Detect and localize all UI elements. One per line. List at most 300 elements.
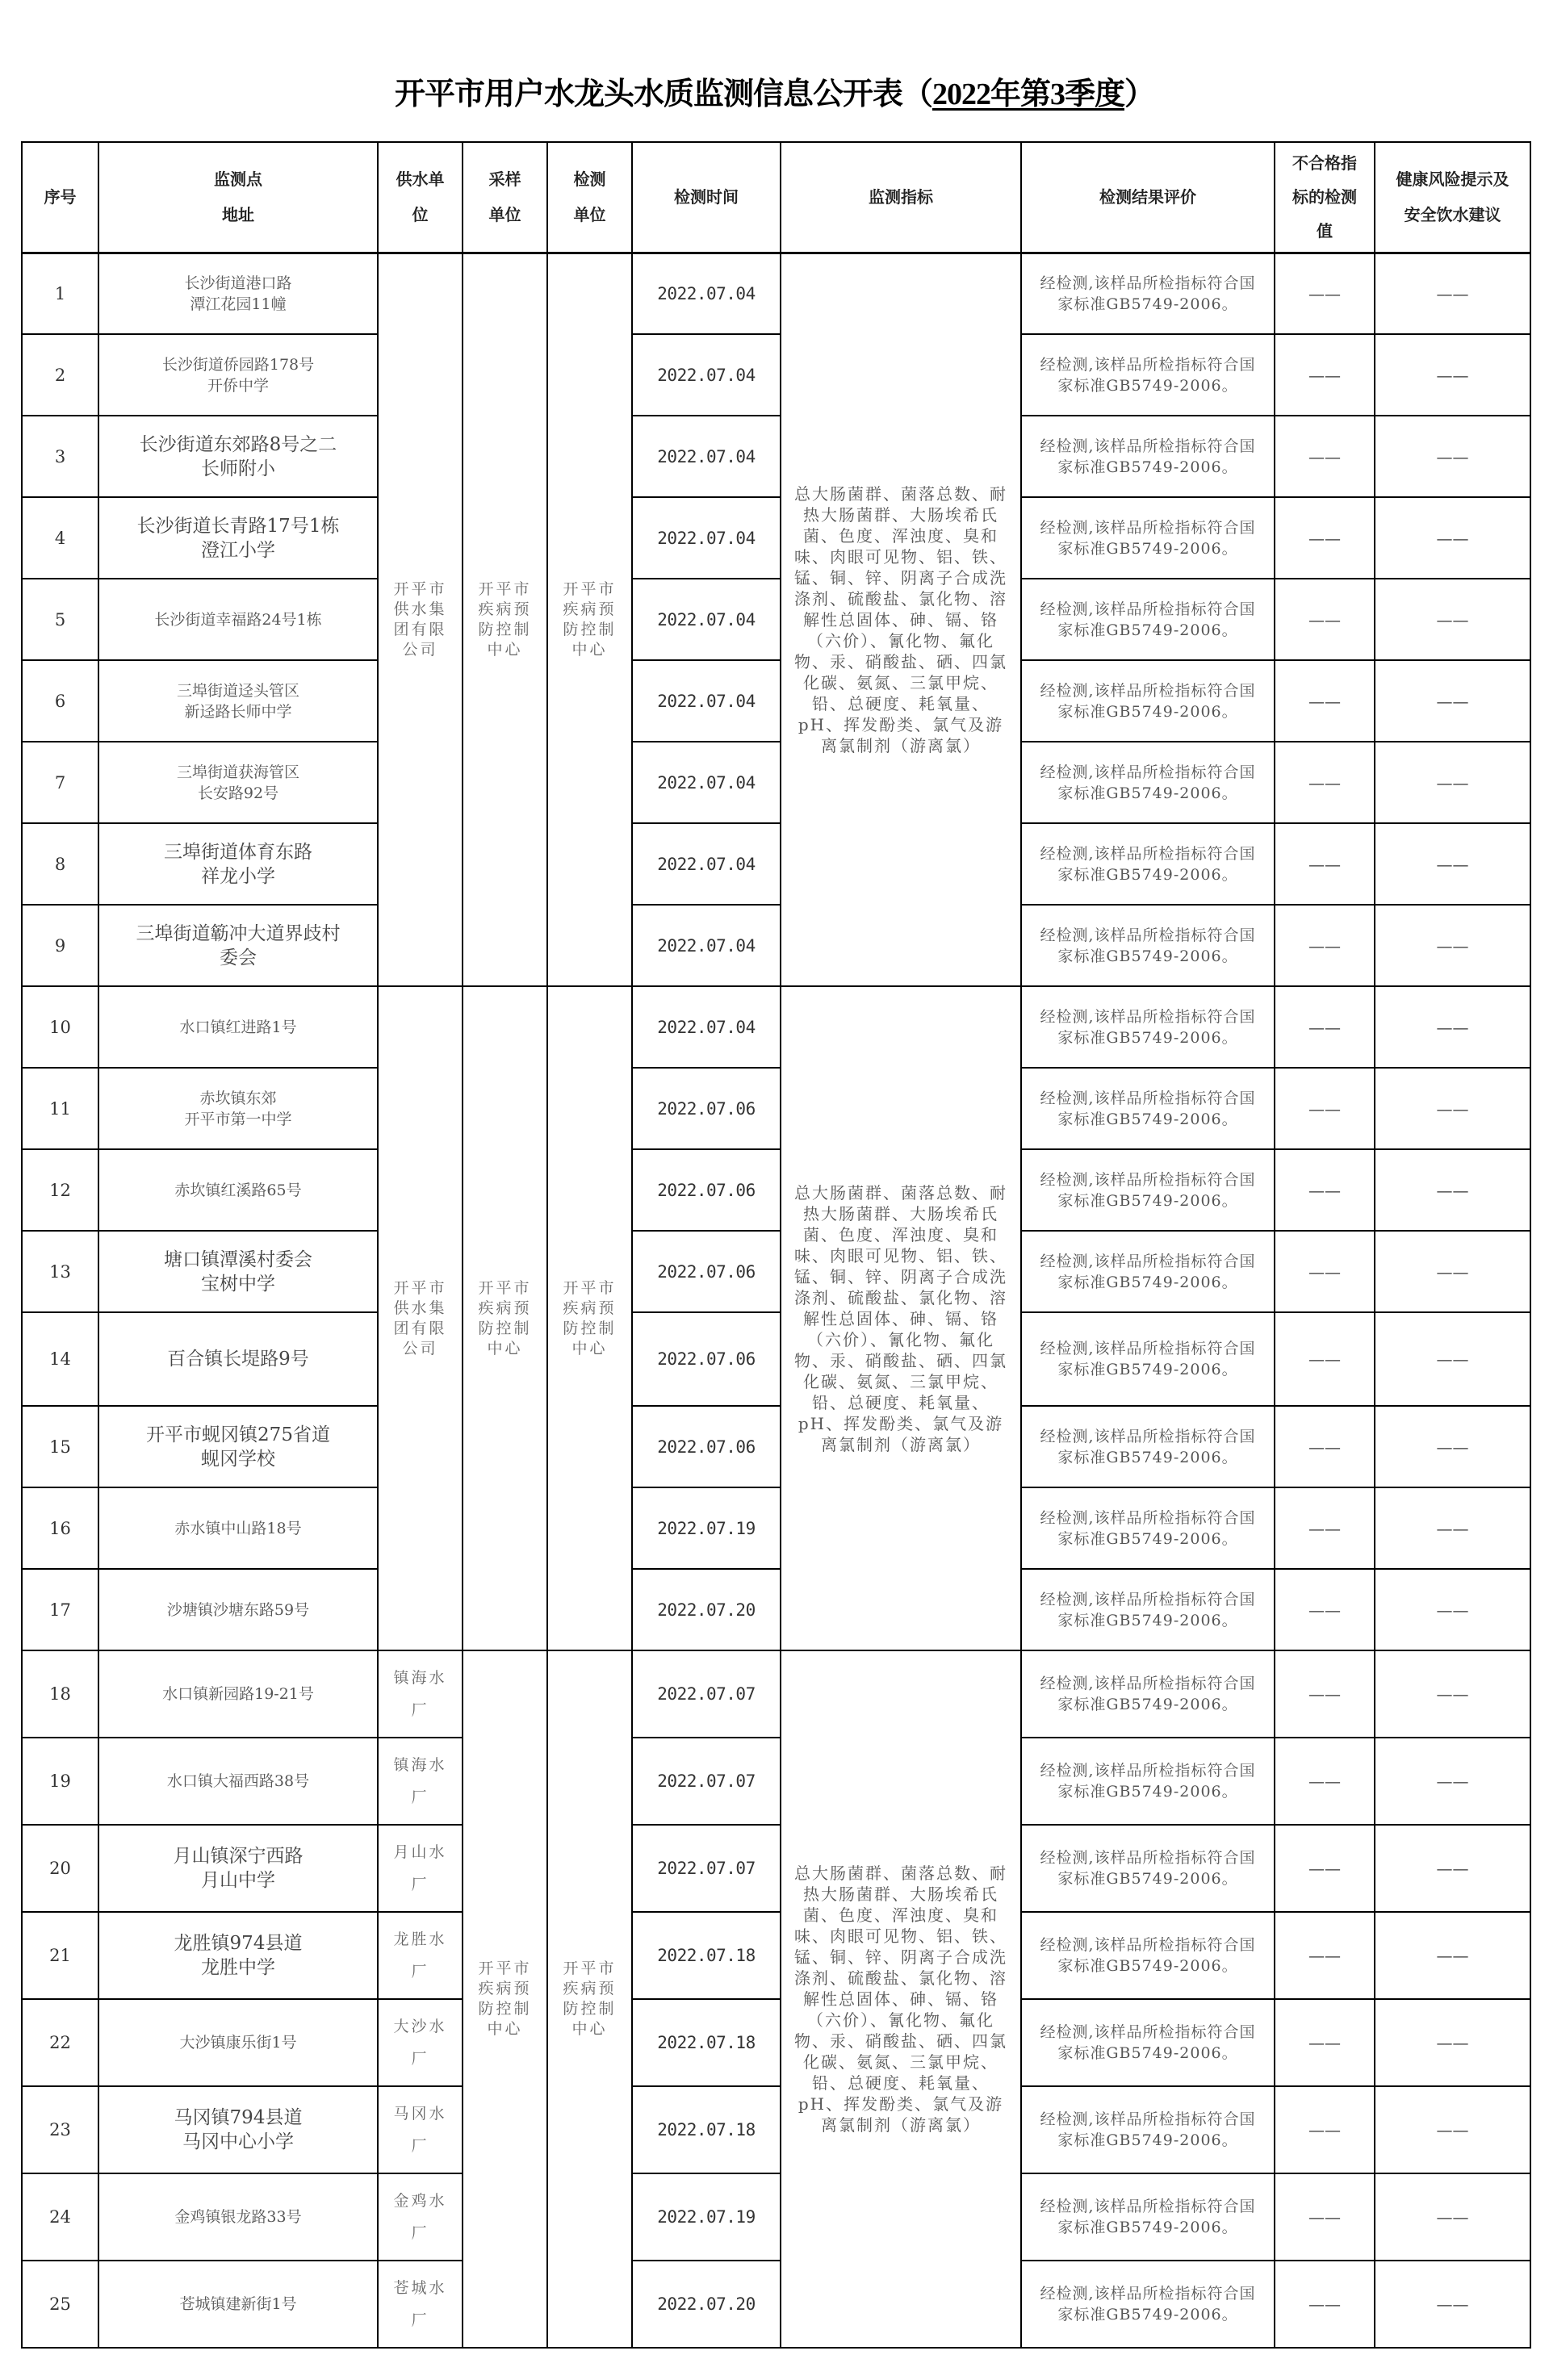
row-address <box>98 2086 378 2173</box>
seq-value: 24 <box>49 2207 71 2227</box>
row-test-date <box>632 742 781 823</box>
row-test-date <box>632 823 781 905</box>
address-line-2: 澄江小学 <box>201 539 275 561</box>
table-row <box>22 2261 1530 2348</box>
address-line-2: 开平市第一中学 <box>184 1110 292 1128</box>
row-supply-plant <box>378 1999 463 2086</box>
date-value: 2022.07.06 <box>657 1261 756 1282</box>
address-line-2: 月山中学 <box>201 1870 275 1891</box>
evaluation-text: 经检测,该样品所检指标符合国家标准GB5749-2006。 <box>1040 763 1256 802</box>
row-health-advice <box>1375 1149 1530 1231</box>
address-line-1: 赤水镇中山路18号 <box>174 1519 302 1537</box>
plant-line-2: 厂 <box>411 1788 429 1806</box>
seq-value: 10 <box>49 1017 71 1037</box>
row-test-date <box>632 1487 781 1569</box>
title-period: 2022年第3季度 <box>931 77 1124 111</box>
row-supply-plant <box>378 2261 463 2348</box>
row-test-date <box>632 497 781 579</box>
plant-line-2: 厂 <box>411 2050 429 2068</box>
date-value: 2022.07.18 <box>657 2033 756 2052</box>
row-test-date <box>632 2173 781 2261</box>
address-line-1: 长沙街道幸福路24号1栋 <box>154 610 322 629</box>
row-health-advice <box>1375 1569 1530 1650</box>
row-unqualified-value <box>1275 986 1375 1068</box>
table-row <box>22 1487 1530 1569</box>
address-line-1: 苍城镇建新街1号 <box>179 2295 297 2313</box>
row-address <box>98 2261 378 2348</box>
row-seq <box>22 1999 98 2086</box>
row-health-advice <box>1375 1738 1530 1825</box>
page-title <box>0 74 1549 115</box>
table-row <box>22 1312 1530 1406</box>
row-seq <box>22 497 98 579</box>
row-health-advice <box>1375 2261 1530 2348</box>
row-evaluation <box>1021 1825 1275 1912</box>
row-unqualified-value <box>1275 1312 1375 1406</box>
row-health-advice <box>1375 742 1530 823</box>
date-value: 2022.07.04 <box>657 772 756 793</box>
evaluation-text: 经检测,该样品所检指标符合国家标准GB5749-2006。 <box>1040 844 1256 884</box>
seq-value: 21 <box>49 1946 71 1965</box>
dash-value: —— <box>1436 854 1469 874</box>
row-address <box>98 986 378 1068</box>
group-testing-unit <box>547 253 632 986</box>
dash-value: —— <box>1308 1017 1341 1037</box>
evaluation-text: 经检测,该样品所检指标符合国家标准GB5749-2006。 <box>1040 1089 1256 1128</box>
plant-line-2: 厂 <box>411 1701 429 1719</box>
row-unqualified-value <box>1275 2173 1375 2261</box>
row-evaluation <box>1021 497 1275 579</box>
row-seq <box>22 660 98 742</box>
plant-line-1: 镇海水 <box>393 1669 447 1687</box>
date-value: 2022.07.04 <box>657 365 756 385</box>
testing-unit-text: 开平市疾病预防控制中心 <box>563 1278 617 1357</box>
row-seq <box>22 823 98 905</box>
title-suffix: ） <box>1124 77 1155 111</box>
table-row <box>22 1231 1530 1312</box>
row-evaluation <box>1021 1999 1275 2086</box>
testing-unit-text: 开平市疾病预防控制中心 <box>563 1960 617 2038</box>
row-seq <box>22 1487 98 1569</box>
seq-value: 9 <box>54 935 66 956</box>
plant-line-1: 苍城水 <box>393 2279 447 2297</box>
table-row <box>22 1912 1530 1999</box>
dash-value: —— <box>1308 528 1341 548</box>
date-value: 2022.07.04 <box>657 935 756 956</box>
row-unqualified-value <box>1275 579 1375 660</box>
row-health-advice <box>1375 1312 1530 1406</box>
row-test-date <box>632 1231 781 1312</box>
row-seq <box>22 2173 98 2261</box>
address-line-2: 祥龙小学 <box>201 865 275 887</box>
address-line-2: 开侨中学 <box>207 376 269 395</box>
date-value: 2022.07.06 <box>657 1437 756 1457</box>
row-health-advice <box>1375 1068 1530 1149</box>
table-row <box>22 1738 1530 1825</box>
dash-value: —— <box>1436 1180 1469 1200</box>
dash-value: —— <box>1308 1859 1341 1878</box>
row-address <box>98 1231 378 1312</box>
row-address <box>98 1825 378 1912</box>
row-health-advice <box>1375 579 1530 660</box>
table-row <box>22 986 1530 1068</box>
date-value: 2022.07.04 <box>657 283 756 303</box>
table-body <box>22 253 1530 2348</box>
address-line-2: 长安路92号 <box>197 784 279 802</box>
row-health-advice <box>1375 986 1530 1068</box>
address-line-1: 三埠街道获海管区 <box>176 763 299 781</box>
row-health-advice <box>1375 416 1530 497</box>
group-sampling-unit <box>463 986 547 1650</box>
row-evaluation <box>1021 1569 1275 1650</box>
row-address <box>98 1569 378 1650</box>
row-seq <box>22 1149 98 1231</box>
row-evaluation <box>1021 1231 1275 1312</box>
table-row <box>22 2086 1530 2173</box>
row-health-advice <box>1375 1650 1530 1738</box>
sampling-unit-text: 开平市疾病预防控制中心 <box>478 579 532 659</box>
row-evaluation <box>1021 416 1275 497</box>
row-supply-plant <box>378 2086 463 2173</box>
evaluation-text: 经检测,该样品所检指标符合国家标准GB5749-2006。 <box>1040 681 1256 721</box>
row-seq <box>22 579 98 660</box>
address-line-1: 长沙街道侨园路178号 <box>161 355 315 374</box>
table-row <box>22 1999 1530 2086</box>
plant-line-2: 厂 <box>411 2224 429 2242</box>
plant-line-2: 厂 <box>411 1876 429 1893</box>
row-address <box>98 497 378 579</box>
sampling-unit-text: 开平市疾病预防控制中心 <box>478 1960 532 2038</box>
row-seq <box>22 1825 98 1912</box>
row-seq <box>22 1569 98 1650</box>
dash-value: —— <box>1308 691 1341 711</box>
row-health-advice <box>1375 334 1530 416</box>
address-line-1: 三埠街道迳头管区 <box>176 681 299 700</box>
plant-line-1: 大沙水 <box>393 2018 447 2035</box>
dash-value: —— <box>1308 2033 1341 2052</box>
row-seq <box>22 2086 98 2173</box>
header-site: 监测点 地址 <box>98 142 378 253</box>
plant-line-1: 马冈水 <box>393 2105 447 2123</box>
row-address <box>98 905 378 986</box>
address-line-2: 潭江花园11幢 <box>190 295 287 313</box>
date-value: 2022.07.04 <box>657 1017 756 1037</box>
dash-value: —— <box>1308 1349 1341 1369</box>
header-unqualified-values: 不合格指 标的检测 值 <box>1275 142 1375 253</box>
address-line-1: 龙胜镇974县道 <box>174 1933 303 1954</box>
row-test-date <box>632 1406 781 1487</box>
row-unqualified-value <box>1275 1912 1375 1999</box>
row-evaluation <box>1021 2173 1275 2261</box>
group-sampling-unit <box>463 253 547 986</box>
row-seq <box>22 416 98 497</box>
supply-unit-text: 开平市供水集团有限公司 <box>393 1278 447 1357</box>
dash-value: —— <box>1308 1518 1341 1538</box>
date-value: 2022.07.06 <box>657 1349 756 1369</box>
row-evaluation <box>1021 2086 1275 2173</box>
row-health-advice <box>1375 1825 1530 1912</box>
address-line-2: 委会 <box>220 947 257 968</box>
date-value: 2022.07.04 <box>657 691 756 711</box>
row-unqualified-value <box>1275 334 1375 416</box>
row-unqualified-value <box>1275 1569 1375 1650</box>
date-value: 2022.07.18 <box>657 1946 756 1965</box>
row-address <box>98 1738 378 1825</box>
dash-value: —— <box>1308 2120 1341 2139</box>
dash-value: —— <box>1436 2207 1469 2227</box>
group-indicators <box>781 986 1021 1650</box>
row-unqualified-value <box>1275 660 1375 742</box>
table-row <box>22 334 1530 416</box>
row-unqualified-value <box>1275 253 1375 334</box>
seq-value: 14 <box>49 1349 71 1369</box>
seq-value: 2 <box>54 365 66 385</box>
dash-value: —— <box>1308 935 1341 956</box>
dash-value: —— <box>1308 1771 1341 1791</box>
table-row <box>22 905 1530 986</box>
dash-value: —— <box>1436 1437 1469 1457</box>
evaluation-text: 经检测,该样品所检指标符合国家标准GB5749-2006。 <box>1040 600 1256 639</box>
group-sampling-unit <box>463 1650 547 2348</box>
row-seq <box>22 334 98 416</box>
dash-value: —— <box>1436 1600 1469 1620</box>
row-health-advice <box>1375 1231 1530 1312</box>
evaluation-text: 经检测,该样品所检指标符合国家标准GB5749-2006。 <box>1040 518 1256 558</box>
dash-value: —— <box>1436 1017 1469 1037</box>
row-evaluation <box>1021 986 1275 1068</box>
table-row <box>22 253 1530 334</box>
dash-value: —— <box>1308 365 1341 385</box>
address-line-1: 塘口镇潭溪村委会 <box>164 1249 312 1270</box>
evaluation-text: 经检测,该样品所检指标符合国家标准GB5749-2006。 <box>1040 1340 1256 1378</box>
date-value: 2022.07.19 <box>657 2207 756 2227</box>
dash-value: —— <box>1436 935 1469 956</box>
row-address <box>98 1149 378 1231</box>
row-evaluation <box>1021 253 1275 334</box>
date-value: 2022.07.20 <box>657 2294 756 2314</box>
evaluation-text: 经检测,该样品所检指标符合国家标准GB5749-2006。 <box>1040 274 1256 313</box>
row-evaluation <box>1021 1406 1275 1487</box>
date-value: 2022.07.04 <box>657 854 756 874</box>
date-value: 2022.07.04 <box>657 528 756 548</box>
table-row <box>22 1569 1530 1650</box>
row-evaluation <box>1021 1068 1275 1149</box>
row-health-advice <box>1375 660 1530 742</box>
row-test-date <box>632 905 781 986</box>
title-prefix: 开平市用户水龙头水质监测信息公开表（ <box>394 77 932 111</box>
seq-value: 11 <box>49 1098 71 1119</box>
row-test-date <box>632 2261 781 2348</box>
dash-value: —— <box>1436 528 1469 548</box>
row-address <box>98 1312 378 1406</box>
header-row <box>22 142 1530 253</box>
dash-value: —— <box>1436 1349 1469 1369</box>
row-unqualified-value <box>1275 1487 1375 1569</box>
table-row <box>22 1650 1530 1738</box>
row-seq <box>22 2261 98 2348</box>
address-line-1: 赤坎镇东郊 <box>199 1089 277 1107</box>
table-row <box>22 579 1530 660</box>
row-seq <box>22 905 98 986</box>
row-health-advice <box>1375 2173 1530 2261</box>
date-value: 2022.07.07 <box>657 1771 756 1791</box>
dash-value: —— <box>1308 1946 1341 1965</box>
address-line-1: 水口镇红进路1号 <box>179 1018 297 1036</box>
table-row <box>22 416 1530 497</box>
address-line-2: 龙胜中学 <box>201 1957 275 1978</box>
header-evaluation: 检测结果评价 <box>1021 142 1275 253</box>
testing-unit-text: 开平市疾病预防控制中心 <box>563 579 617 659</box>
dash-value: —— <box>1308 772 1341 793</box>
dash-value: —— <box>1436 283 1469 303</box>
header-test-time: 检测时间 <box>632 142 781 253</box>
row-evaluation <box>1021 2261 1275 2348</box>
seq-value: 25 <box>49 2294 71 2314</box>
seq-value: 13 <box>49 1261 71 1282</box>
row-address <box>98 742 378 823</box>
dash-value: —— <box>1308 1098 1341 1119</box>
address-line-1: 金鸡镇银龙路33号 <box>174 2208 302 2226</box>
row-address <box>98 253 378 334</box>
row-address <box>98 1406 378 1487</box>
row-supply-plant <box>378 1738 463 1825</box>
indicators-text: 总大肠菌群、菌落总数、耐热大肠菌群、大肠埃希氏菌、色度、浑浊度、臭和味、肉眼可见物、铝、铁、锰、铜、锌、阴离子合成洗涤剂、硫酸盐、氯化物、溶解性总固体、砷、镉、铬（六价）、氰化物、氟化物、汞、硝酸盐、硒、四氯化碳、氨氮、三氯甲烷、铅、总硬度、耗氧量、pH、挥发酚类、氯气及游离氯制剂（游离氯） <box>794 1182 1007 1454</box>
row-evaluation <box>1021 823 1275 905</box>
seq-value: 16 <box>49 1518 71 1538</box>
row-address <box>98 823 378 905</box>
row-unqualified-value <box>1275 1406 1375 1487</box>
table-row <box>22 1406 1530 1487</box>
table-row <box>22 2173 1530 2261</box>
date-value: 2022.07.20 <box>657 1600 756 1620</box>
supply-unit-text: 开平市供水集团有限公司 <box>393 579 447 659</box>
table-row <box>22 742 1530 823</box>
plant-line-1: 金鸡水 <box>393 2192 447 2210</box>
row-unqualified-value <box>1275 1999 1375 2086</box>
row-test-date <box>632 579 781 660</box>
address-line-1: 三埠街道体育东路 <box>164 841 312 863</box>
row-test-date <box>632 1999 781 2086</box>
row-health-advice <box>1375 253 1530 334</box>
seq-value: 12 <box>49 1180 71 1200</box>
date-value: 2022.07.19 <box>657 1518 756 1538</box>
row-test-date <box>632 253 781 334</box>
dash-value: —— <box>1436 446 1469 466</box>
seq-value: 1 <box>54 283 66 303</box>
row-address <box>98 1068 378 1149</box>
row-health-advice <box>1375 1999 1530 2086</box>
row-seq <box>22 1912 98 1999</box>
row-evaluation <box>1021 1312 1275 1406</box>
evaluation-text: 经检测,该样品所检指标符合国家标准GB5749-2006。 <box>1040 1252 1256 1291</box>
evaluation-text: 经检测,该样品所检指标符合国家标准GB5749-2006。 <box>1040 1590 1256 1629</box>
water-quality-table <box>21 141 1531 2349</box>
row-seq <box>22 1738 98 1825</box>
evaluation-text: 经检测,该样品所检指标符合国家标准GB5749-2006。 <box>1040 1936 1256 1975</box>
seq-value: 7 <box>54 772 66 793</box>
seq-value: 20 <box>49 1859 71 1878</box>
row-evaluation <box>1021 1738 1275 1825</box>
table-row <box>22 1068 1530 1149</box>
dash-value: —— <box>1436 2033 1469 2052</box>
address-line-1: 赤坎镇红溪路65号 <box>174 1181 302 1199</box>
row-address <box>98 1650 378 1738</box>
row-test-date <box>632 660 781 742</box>
date-value: 2022.07.07 <box>657 1684 756 1704</box>
row-evaluation <box>1021 1149 1275 1231</box>
row-address <box>98 1999 378 2086</box>
row-address <box>98 660 378 742</box>
row-evaluation <box>1021 1912 1275 1999</box>
row-address <box>98 1912 378 1999</box>
table-row <box>22 660 1530 742</box>
row-test-date <box>632 1149 781 1231</box>
plant-line-1: 镇海水 <box>393 1756 447 1774</box>
row-unqualified-value <box>1275 1068 1375 1149</box>
dash-value: —— <box>1308 854 1341 874</box>
row-evaluation <box>1021 905 1275 986</box>
address-line-2: 马冈中心小学 <box>182 2131 294 2152</box>
row-evaluation <box>1021 660 1275 742</box>
row-unqualified-value <box>1275 416 1375 497</box>
address-line-2: 长师附小 <box>201 458 275 479</box>
date-value: 2022.07.04 <box>657 609 756 630</box>
evaluation-text: 经检测,该样品所检指标符合国家标准GB5749-2006。 <box>1040 2198 1256 2236</box>
row-address <box>98 334 378 416</box>
evaluation-text: 经检测,该样品所检指标符合国家标准GB5749-2006。 <box>1040 1427 1256 1466</box>
row-address <box>98 416 378 497</box>
row-supply-plant <box>378 1912 463 1999</box>
date-value: 2022.07.04 <box>657 446 756 466</box>
row-test-date <box>632 1825 781 1912</box>
table-row <box>22 497 1530 579</box>
row-test-date <box>632 334 781 416</box>
group-supply-unit <box>378 253 463 986</box>
seq-value: 17 <box>49 1600 71 1620</box>
dash-value: —— <box>1436 1518 1469 1538</box>
row-test-date <box>632 416 781 497</box>
seq-value: 3 <box>54 446 66 466</box>
row-unqualified-value <box>1275 1650 1375 1738</box>
dash-value: —— <box>1436 691 1469 711</box>
address-line-2: 蚬冈学校 <box>201 1448 275 1470</box>
evaluation-text: 经检测,该样品所检指标符合国家标准GB5749-2006。 <box>1040 2285 1256 2324</box>
group-supply-unit <box>378 986 463 1650</box>
header-indicators: 监测指标 <box>781 142 1021 253</box>
row-evaluation <box>1021 579 1275 660</box>
row-health-advice <box>1375 905 1530 986</box>
address-line-1: 长沙街道长青路17号1栋 <box>136 515 340 537</box>
row-unqualified-value <box>1275 2261 1375 2348</box>
row-health-advice <box>1375 1406 1530 1487</box>
table-row <box>22 1825 1530 1912</box>
row-seq <box>22 1650 98 1738</box>
group-testing-unit <box>547 1650 632 2348</box>
address-line-1: 水口镇新园路19-21号 <box>162 1685 314 1703</box>
plant-line-2: 厂 <box>411 2137 429 2155</box>
row-address <box>98 2173 378 2261</box>
row-unqualified-value <box>1275 905 1375 986</box>
row-unqualified-value <box>1275 1738 1375 1825</box>
row-unqualified-value <box>1275 742 1375 823</box>
row-seq <box>22 253 98 334</box>
dash-value: —— <box>1308 2207 1341 2227</box>
table-row <box>22 823 1530 905</box>
address-line-1: 马冈镇794县道 <box>174 2107 303 2128</box>
row-health-advice <box>1375 1487 1530 1569</box>
evaluation-text: 经检测,该样品所检指标符合国家标准GB5749-2006。 <box>1040 1849 1256 1888</box>
dash-value: —— <box>1436 365 1469 385</box>
